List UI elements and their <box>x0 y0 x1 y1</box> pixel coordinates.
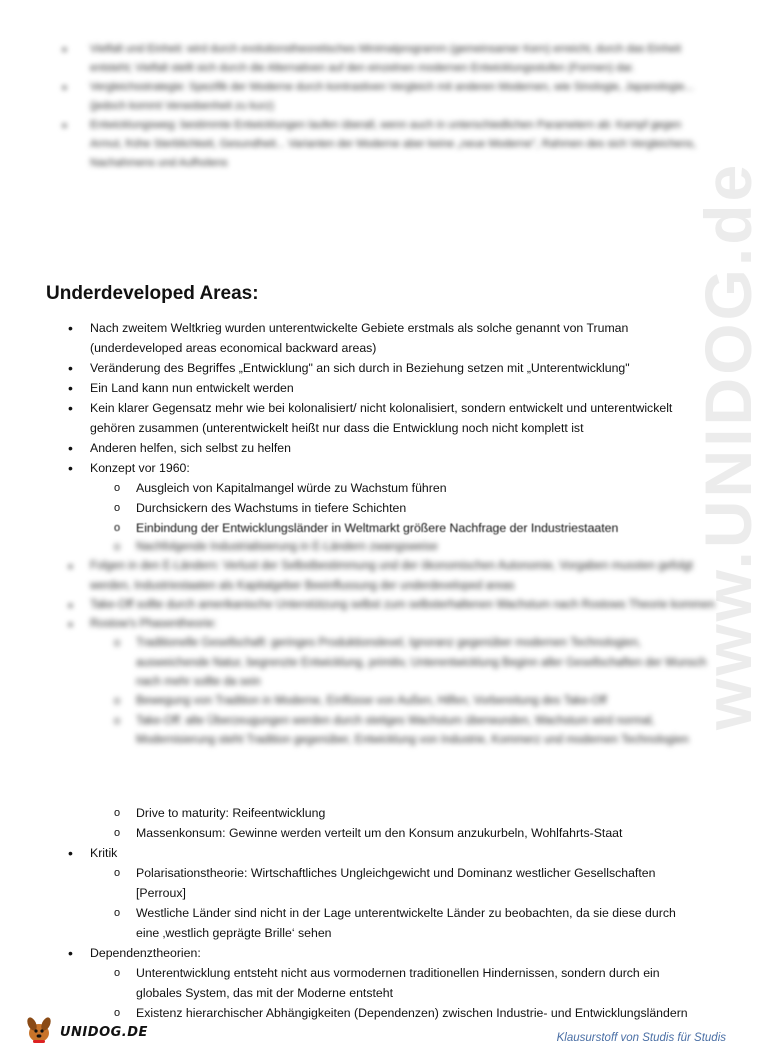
sub-list-item: o Westliche Länder sind nicht in der Lage unterentwickelte Länder zu beobachten, da sie diese durch <box>66 903 716 923</box>
footer-tagline: Klausurstoff von Studis für Studis <box>556 1032 726 1044</box>
main-content <box>66 318 716 1023</box>
list-item: • Kritik <box>66 843 716 863</box>
top-blurred-list <box>62 40 702 173</box>
sub-list-item: o Nachfolgende Industrialisierung in E-Ländern zwangsweise <box>66 538 716 557</box>
sub-list-item: o Durchsickern des Wachstums in tiefere Schichten <box>66 498 716 518</box>
mid-blurred-section <box>66 538 716 803</box>
footer-logo[interactable] <box>22 1015 148 1049</box>
watermark: www.UNIDOG.de <box>691 161 765 730</box>
sub-list-item: o Traditionelle Gesellschaft: geringes Produktionslevel, Ignoranz gegenüber modernen Technologien, ausweichende Natur, begrenzte Entwicklung, primitiv, Unterentwicklung Beginn aller Gesellschaften der Wunsch nach mehr sollte da sein <box>66 634 716 692</box>
sub-list-item-continuation: globales System, das mit der Moderne entsteht <box>136 986 393 1000</box>
list-item: • Anderen helfen, sich selbst zu helfen <box>66 438 716 458</box>
list-item: • Kein klarer Gegensatz mehr wie bei kolonalisiert/ nicht kolonalisiert, sondern entwickelt und unterentwickelt <box>66 398 716 418</box>
list-item: • Dependenztheorien: <box>66 943 716 963</box>
list-item: • Rostow's Phasentheorie: <box>66 615 716 634</box>
list-item: • Take-Off sollte durch amerikanische Unterstützung selbst zum selbsterhaltenen Wachstum nach Rostows Theorie kommen <box>66 596 716 615</box>
sub-list-item: o Polarisationstheorie: Wirtschaftliches Ungleichgewicht und Dominanz westlicher Gesellschaften <box>66 863 716 883</box>
sub-list-item-continuation: eine ‚westlich geprägte Brille‘ sehen <box>136 926 332 940</box>
sub-list-item: o Unterentwicklung entsteht nicht aus vormodernen traditionellen Hindernissen, sondern durch ein <box>66 963 716 983</box>
list-item: • Veränderung des Begriffes „Entwicklung" an sich durch in Beziehung setzen mit „Unterentwicklung" <box>66 358 716 378</box>
list-item: • Ein Land kann nun entwickelt werden <box>66 378 716 398</box>
sub-list-item: o Massenkonsum: Gewinne werden verteilt um den Konsum anzukurbeln, Wohlfahrts-Staat <box>66 823 716 843</box>
list-item: • Folgen in den E-Ländern: Verlust der Selbstbestimmung und der ökonomischen Autonomie, Vorgaben mussten gefolgt werden, Industriestaaten als Kapitalgeber Beeinflussung der underdeveloped areas <box>66 557 716 596</box>
sub-list-item: o Bewegung von Tradition in Moderne, Einflüsse von Außen, Hilfen, Vorbereitung des Take-Off <box>66 692 716 711</box>
sub-list-item: o Existenz hierarchischer Abhängigkeiten (Dependenzen) zwischen Industrie- und Entwicklungsländern <box>66 1003 716 1023</box>
sub-list-item: o Drive to maturity: Reifeentwicklung <box>66 803 716 823</box>
dog-logo-icon <box>22 1013 56 1052</box>
list-item: • Vergleichsstrategie: Spezifik der Moderne durch kontrastiven Vergleich mit anderen Modernen, wie Sinologie, Japanologie... (jedoch kommt Verwobenheit zu kurz) <box>62 78 702 116</box>
list-item-continuation: gehören zusammen (unterentwickelt heißt nur dass die Entwicklung noch nicht komplett ist <box>90 421 584 435</box>
list-item-continuation: (underdeveloped areas economical backward areas) <box>90 341 377 355</box>
sub-list-item: o Ausgleich von Kapitalmangel würde zu Wachstum führen <box>66 478 716 498</box>
sub-list-item-continuation: [Perroux] <box>136 886 186 900</box>
brand-name: UNIDOG.DE <box>60 1024 148 1040</box>
list-item: • Entwicklungsweg: bestimmte Entwicklungen laufen überall, wenn auch in unterschiedlichen Parametern ab: Kampf gegen Armut, frühe Sterblichkeit, Gesundheit... Varianten der Moderne aber keine „neue Moderne", Rahmen des sich Vergleichens, Nachahmens und Aufholens <box>62 116 702 173</box>
list-item: • Konzept vor 1960: <box>66 458 716 478</box>
sub-list-item: o Einbindung der Entwicklungsländer in Weltmarkt größere Nachfrage der Industriestaaten <box>66 518 716 538</box>
list-item: • Vielfalt und Einheit: wird durch evolutionstheoretisches Minimalprogramm (gemeinsamer Kern) erreicht, durch das Einheit entsteht; Vielfalt stellt sich durch die Alternativen auf den einzelnen modernen Entwicklungsstufen (Formen) dar. <box>62 40 702 78</box>
section-heading: Underdeveloped Areas: <box>46 283 259 304</box>
sub-list-item: o Take-Off: alte Überzeugungen werden durch stetiges Wachstum überwunden, Wachstum wird normal, Modernisierung steht Tradition gegenüber, Entwicklung von Industrie, Kommerz und modernen Technologien <box>66 712 716 751</box>
list-item: • Nach zweitem Weltkrieg wurden unterentwickelte Gebiete erstmals als solche genannt von Truman <box>66 318 716 338</box>
